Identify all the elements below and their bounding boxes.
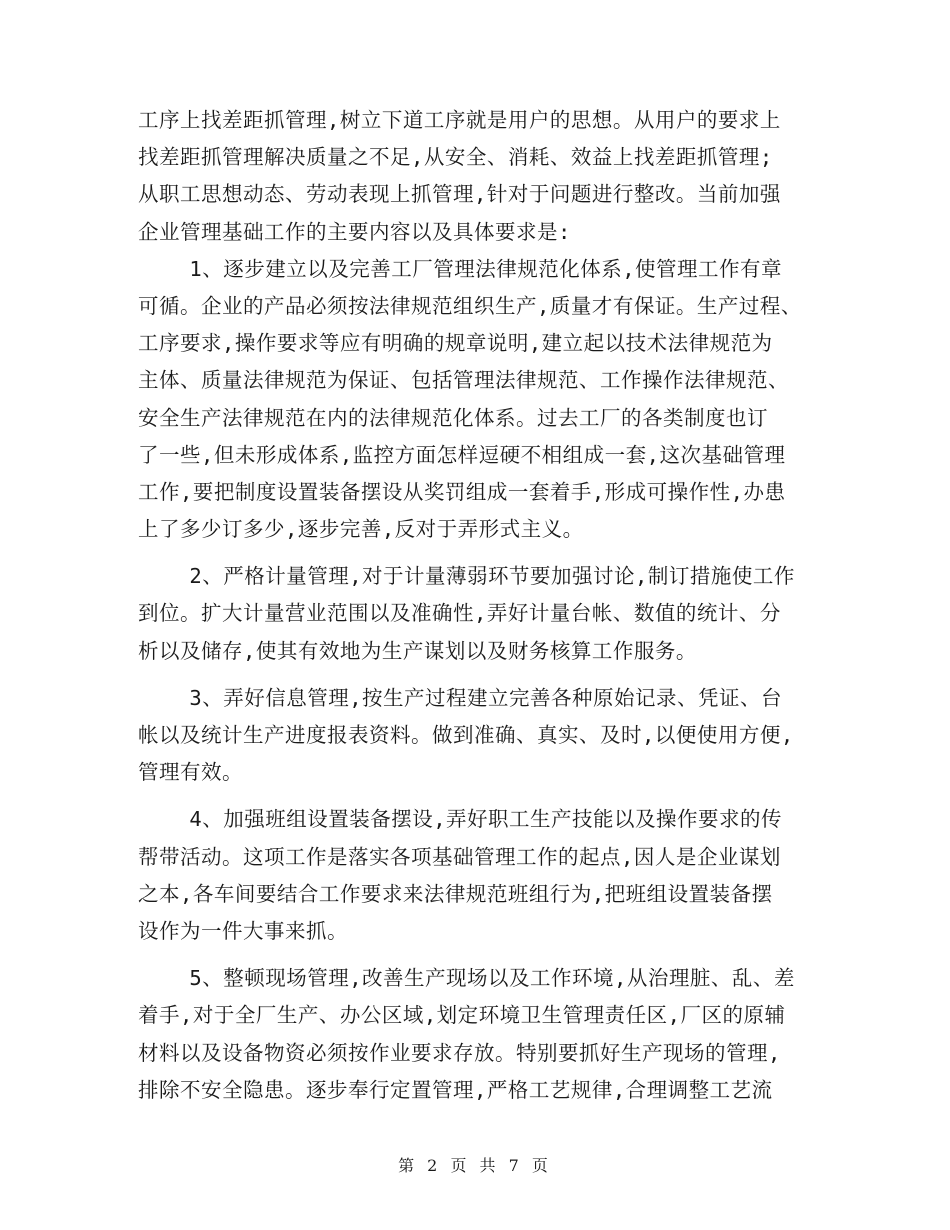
text-line: 着手,对于全厂生产、办公区域,划定环境卫生管理责任区,厂区的原辅	[138, 1003, 786, 1028]
text-line: 工序上找差距抓管理,树立下道工序就是用户的思想。从用户的要求上	[138, 108, 781, 132]
text-line: 设作为一件大事来抓。	[138, 918, 348, 943]
paragraph-3-start: 3、弄好信息管理,按生产过程建立完善各种原始记录、凭证、台	[138, 685, 783, 710]
text-line: 工作,要把制度设置装备摆设从奖罚组成一套着手,形成可操作性,办患	[138, 479, 786, 504]
text-line: 主体、质量法律规范为保证、包括管理法律规范、工作操作法律规范、	[138, 368, 789, 393]
paragraph-1-start: 1、逐步建立以及完善工厂管理法律规范化体系,使管理工作有章	[138, 256, 783, 281]
text-line: 之本,各车间要结合工作要求来法律规范班组行为,把班组设置装备摆	[138, 881, 773, 906]
text-line: 从职工思想动态、劳动表现上抓管理,针对于问题进行整改。当前加强	[138, 182, 781, 207]
text-line: 上了多少订多少,逐步完善,反对于弄形式主义。	[138, 517, 584, 542]
text-line: 找差距抓管理解决质量之不足,从安全、消耗、效益上找差距抓管理;	[138, 145, 773, 170]
text-line: 可循。企业的产品必须按法律规范组织生产,质量才有保证。生产过程、	[138, 293, 802, 318]
text-line: 了一些,但未形成体系,监控方面怎样逗硬不相组成一套,这次基础管理	[138, 442, 786, 467]
text-line: 管理有效。	[138, 760, 243, 785]
paragraph-4-start: 4、加强班组设置装备摆设,弄好职工生产技能以及操作要求的传	[138, 807, 783, 832]
text-line: 帮带活动。这项工作是落实各项基础管理工作的起点,因人是企业谋划	[138, 844, 781, 869]
text-line: 工序要求,操作要求等应有明确的规章说明,建立起以技术法律规范为	[138, 331, 773, 356]
paragraph-2-start: 2、严格计量管理,对于计量薄弱环节要加强讨论,制订措施使工作	[138, 564, 795, 589]
paragraph-5-start: 5、整顿现场管理,改善生产现场以及工作环境,从治理脏、乱、差	[138, 966, 795, 991]
text-line: 到位。扩大计量营业范围以及准确性,弄好计量台帐、数值的统计、分	[138, 601, 781, 626]
text-line: 安全生产法律规范在内的法律规范化体系。过去工厂的各类制度也订	[138, 405, 768, 430]
text-line: 帐以及统计生产进度报表资料。做到准确、真实、及时,以便使用方便,	[138, 723, 794, 747]
text-line: 排除不安全隐患。逐步奉行定置管理,严格工艺规律,合理调整工艺流	[138, 1077, 773, 1102]
page-number-footer: 第 2 页 共 7 页	[398, 1156, 552, 1175]
document-body	[138, 102, 838, 1109]
text-line: 析以及储存,使其有效地为生产谋划以及财务核算工作服务。	[138, 638, 697, 663]
text-line: 企业管理基础工作的主要内容以及具体要求是:	[138, 219, 571, 244]
text-line: 材料以及设备物资必须按作业要求存放。特别要抓好生产现场的管理,	[138, 1040, 781, 1065]
